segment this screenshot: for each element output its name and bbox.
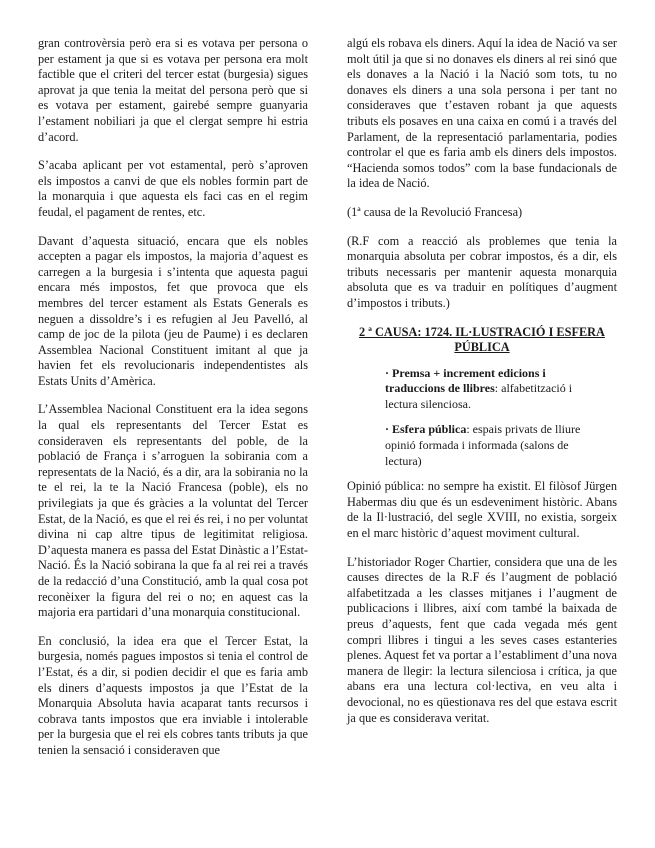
paragraph: S’acaba aplicant per vot estamental, però s’aproven els impostos a canvi de que els nobles formin part de la monarquia i que aquesta els faci cas en el regim feudal, el pagament de rentes, etc. [38, 158, 308, 219]
paragraph: (1ª causa de la Revolució Francesa) [347, 204, 523, 219]
paragraph: L’historiador Roger Chartier, considera que una de les causes directes de la R.F és l’augment de població alfabetitzada a les classes mitjanes i l’augment de publicacions i llibres, així com també la baixada de preus d’aquests, fent que cada vegada més gent compri llibres i tingui a les seves cases estanteries plenes. Aquest fet va portar a l’establiment d’una nova manera de llegir: la lectura silenciosa i crítica, ja que abans era una lectura col·lectiva, en veu alta i devocional, no es qüestionava res del que estava escrit ja que es considerava veritat. [347, 554, 617, 725]
paragraph: Opinió pública: no sempre ha existit. El filòsof Jürgen Habermas diu que és un esdeveniment històric. Abans de la Il·lustració, del segle XVIII, no existia, sorgeix en el marc històric d’aquest moviment cultural. [347, 479, 617, 541]
bullet-text: : espais privats de lliure opinió formada i informada (salons de lectura) [385, 422, 581, 468]
paragraph: L’Assemblea Nacional Constituent era la idea segons la qual els representants del Tercer Estat es consideraven els representants del poble, de la població de França i s’arroguen la sobirania com a representats de la Nació, és a dir, ara la sobirania no la te el rei, la te la Nació Francesa (poble), els no privilegiats ja que és gràcies a la voluntat del Tercer Estat, de la Nació, es que el rei és rei, i no per voluntat divina ni cap altre tipus de legitimitat religiosa. D’aquesta manera es passa del Estat Dinàstic a l’Estat-Nació. És la Nació sobirana la que fa al rei rei a través de la redacció d’una Constitució, amb la qual cosa pot reconèixer la figura del rei o no; en aquest cas la majoria era partidari d’una monarquia constitucional. [38, 402, 308, 620]
paragraph: En conclusió, la idea era que el Tercer Estat, la burgesia, només pagues impostos si tenia el control de l’Estat, és a dir, si podien decidir el que es faria amb els diners d’aquests impostos ja que l’Estat de la Monarquia Absoluta havia acaparat tants recursos i cobrava tants impostos que era inviable i intolerable per la burgesia que el rei els cobres tants tributs ja que tenien la sensació i consideraven que [38, 633, 308, 757]
bullet-item [385, 422, 585, 469]
left-column [38, 36, 308, 772]
bullet-item [385, 366, 585, 413]
paragraph: gran controvèrsia però era si es votava per persona o per estament ja que si es votava per persona era molt factible que el criteri del tercer estat (burgesia) sigues aprovat ja que tenia la meitat del persona però que si es votava per estament, gairebé sempre guanyaria l’estament nobiliari ja que el clergat sempre hi estria d’acord. [38, 36, 308, 144]
paragraph: Davant d’aquesta situació, encara que els nobles accepten a pagar els impostos, la majoria d’aquest es carregen a la burgesia i s’intenta que aquesta pagui encara més impostos, fet que provoca que els membres del tercer estament als Estats Generals es neguen a dissoldre’s i es refugien al Jeu Pavelló, al camp de joc de la pilota (jeu de Paume) i es declaren Assemblea Nacional Constituent imitant al que ja havien fet els revolucionaris independentistes als Estats Units d’Amèrica. [38, 233, 308, 388]
bullet-bold-text: · Premsa + increment edicions i traduccions de llibres [385, 365, 546, 396]
paragraph: (R.F com a reacció als problemes que tenia la monarquia absoluta per cobrar impostos, és a dir, els tributs necessaris per mantenir aquesta monarquia absoluta que es va traduir en polítiques d’augment d’impostos i tributs.) [347, 233, 617, 310]
bullet-text: : alfabetització i lectura silenciosa. [385, 381, 573, 411]
right-column [347, 36, 617, 739]
bullet-bold-text: · Esfera pública [385, 422, 467, 437]
paragraph: algú els robava els diners. Aquí la idea de Nació va ser molt útil ja que si no donaves els diners al rei sinó que els donaves a la Nació i la Nació som tots, tu no donaves els diners a una sola persona i per tant no consideraves que t’estaven robant ja que aquests tributs els posaves en una caixa en comú i a través del Parlament, de la representació parlamentaria, podies controlar el que es faria amb els diners dels impostos. “Hacienda somos todos” com la base fundacionals de la idea de Nació. [347, 36, 617, 191]
section-heading: 2 ª CAUSA: 1724. IL·LUSTRACIÓ I ESFERA PÚBLICA [359, 324, 605, 355]
